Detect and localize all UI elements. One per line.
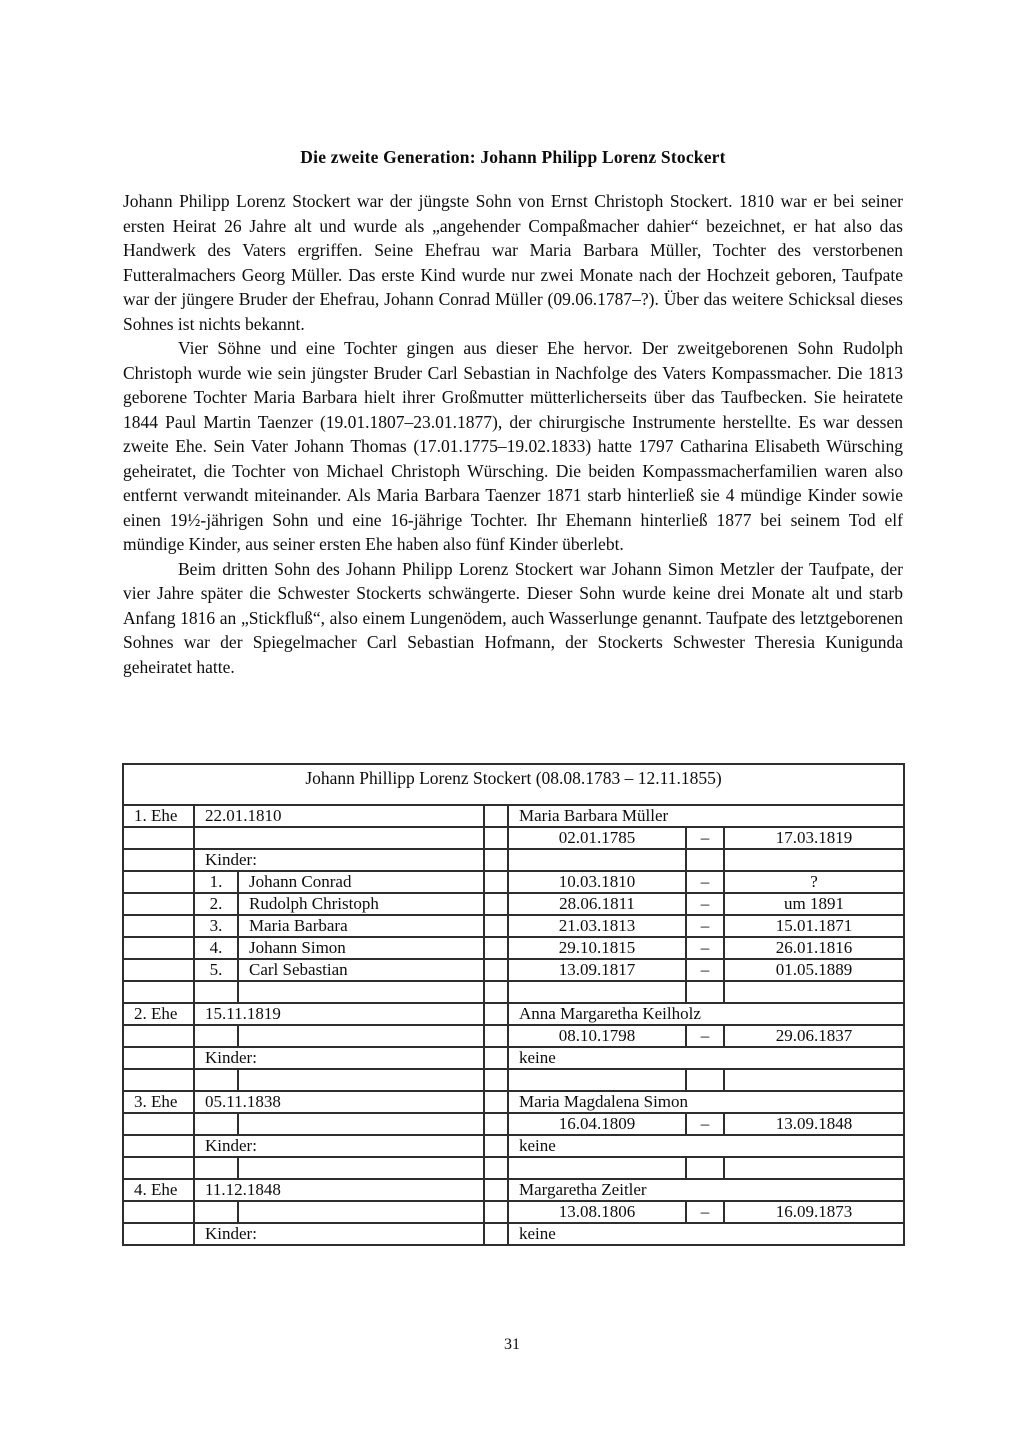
empty-cell <box>194 1201 238 1223</box>
child-death-cell: um 1891 <box>724 893 904 915</box>
child-number-cell: 4. <box>194 937 238 959</box>
child-name-cell: Johann Conrad <box>238 871 484 893</box>
marriage-row <box>123 1091 904 1113</box>
spacer-cell <box>484 1157 508 1179</box>
dash-cell: – <box>686 827 724 849</box>
spouse-birth-cell: 02.01.1785 <box>508 827 686 849</box>
spouse-name-cell: Anna Margaretha Keilholz <box>508 1003 904 1025</box>
empty-cell <box>123 1113 194 1135</box>
spouse-death-cell: 17.03.1819 <box>724 827 904 849</box>
spacer-cell <box>484 915 508 937</box>
child-number-cell: 3. <box>194 915 238 937</box>
empty-cell <box>686 849 724 871</box>
empty-cell <box>686 981 724 1003</box>
dash-cell: – <box>686 915 724 937</box>
empty-cell <box>123 1157 194 1179</box>
body-text <box>123 189 903 679</box>
spacer-cell <box>484 805 508 827</box>
children-note-cell: keine <box>508 1223 904 1245</box>
empty-cell <box>238 1069 484 1091</box>
spacer-cell <box>484 937 508 959</box>
spacer-cell <box>484 1179 508 1201</box>
empty-cell <box>194 981 238 1003</box>
table-title: Johann Phillipp Lorenz Stockert (08.08.1783 – 12.11.1855) <box>123 764 904 805</box>
empty-cell <box>123 849 194 871</box>
dash-cell: – <box>686 1113 724 1135</box>
spouse-name-cell: Maria Magdalena Simon <box>508 1091 904 1113</box>
spacer-cell <box>484 1047 508 1069</box>
empty-cell <box>123 1223 194 1245</box>
dash-cell: – <box>686 871 724 893</box>
child-row <box>123 959 904 981</box>
kinder-header-row <box>123 1135 904 1157</box>
empty-cell <box>123 1069 194 1091</box>
child-name-cell: Carl Sebastian <box>238 959 484 981</box>
dash-cell: – <box>686 1201 724 1223</box>
dash-cell: – <box>686 959 724 981</box>
family-table <box>122 763 905 1246</box>
kinder-label-cell: Kinder: <box>194 1047 484 1069</box>
marriage-label-cell: 2. Ehe <box>123 1003 194 1025</box>
page-number: 31 <box>504 1336 520 1353</box>
spouse-birth-cell: 13.08.1806 <box>508 1201 686 1223</box>
marriage-row <box>123 805 904 827</box>
spacer-cell <box>484 1003 508 1025</box>
marriage-label-cell: 3. Ehe <box>123 1091 194 1113</box>
empty-cell <box>238 1025 484 1047</box>
child-number-cell: 1. <box>194 871 238 893</box>
child-name-cell: Johann Simon <box>238 937 484 959</box>
empty-cell <box>194 1157 238 1179</box>
spouse-death-cell: 29.06.1837 <box>724 1025 904 1047</box>
spouse-death-cell: 16.09.1873 <box>724 1201 904 1223</box>
empty-cell <box>238 1201 484 1223</box>
kinder-header-row <box>123 1223 904 1245</box>
empty-cell <box>194 1025 238 1047</box>
empty-cell <box>194 1113 238 1135</box>
child-death-cell: 01.05.1889 <box>724 959 904 981</box>
dash-cell: – <box>686 937 724 959</box>
spouse-dates-row <box>123 1113 904 1135</box>
spacer-cell <box>484 1223 508 1245</box>
kinder-header-row <box>123 1047 904 1069</box>
marriage-date-cell: 22.01.1810 <box>194 805 484 827</box>
empty-cell <box>194 1069 238 1091</box>
empty-cell <box>508 981 686 1003</box>
empty-cell <box>238 981 484 1003</box>
kinder-header-row <box>123 849 904 871</box>
empty-cell <box>238 1157 484 1179</box>
page-title: Die zweite Generation: Johann Philipp Lorenz Stockert <box>300 147 726 167</box>
dash-cell: – <box>686 1025 724 1047</box>
spacer-cell <box>484 1025 508 1047</box>
child-row <box>123 937 904 959</box>
spacer-cell <box>484 871 508 893</box>
child-death-cell: 26.01.1816 <box>724 937 904 959</box>
spacer-cell <box>484 1201 508 1223</box>
spouse-dates-row <box>123 827 904 849</box>
spouse-birth-cell: 16.04.1809 <box>508 1113 686 1135</box>
empty-cell <box>123 915 194 937</box>
empty-cell <box>123 1025 194 1047</box>
child-birth-cell: 29.10.1815 <box>508 937 686 959</box>
kinder-label-cell: Kinder: <box>194 849 484 871</box>
marriage-date-cell: 11.12.1848 <box>194 1179 484 1201</box>
children-note-cell: keine <box>508 1047 904 1069</box>
marriage-row <box>123 1179 904 1201</box>
blank-row <box>123 981 904 1003</box>
kinder-label-cell: Kinder: <box>194 1135 484 1157</box>
dash-cell: – <box>686 893 724 915</box>
child-name-cell: Maria Barbara <box>238 915 484 937</box>
children-note-cell: keine <box>508 1135 904 1157</box>
table-title-row <box>123 764 904 805</box>
paragraph-1: Johann Philipp Lorenz Stockert war der jüngste Sohn von Ernst Christoph Stockert. 1810 war er bei seiner ersten Heirat 26 Jahre alt und wurde als „angehender Compaßmacher dahier“ bezeichnet, er hat also das Handwerk des Vaters ergriffen. Seine Ehefrau war Maria Barbara Müller, Tochter des verstorbenen Futteralmachers Georg Müller. Das erste Kind wurde nur zwei Monate nach der Hochzeit geboren, Taufpate war der jüngere Bruder der Ehefrau, Johann Conrad Müller (09.06.1787–?). Über das weitere Schicksal dieses Sohnes ist nichts bekannt. <box>123 191 903 334</box>
spacer-cell <box>484 1091 508 1113</box>
spacer-cell <box>484 849 508 871</box>
child-number-cell: 5. <box>194 959 238 981</box>
marriage-label-cell: 4. Ehe <box>123 1179 194 1201</box>
marriage-date-cell: 15.11.1819 <box>194 1003 484 1025</box>
spouse-dates-row <box>123 1025 904 1047</box>
child-birth-cell: 21.03.1813 <box>508 915 686 937</box>
child-number-cell: 2. <box>194 893 238 915</box>
blank-row <box>123 1069 904 1091</box>
spouse-name-cell: Maria Barbara Müller <box>508 805 904 827</box>
empty-cell <box>686 1157 724 1179</box>
child-row <box>123 893 904 915</box>
child-death-cell: 15.01.1871 <box>724 915 904 937</box>
kinder-label-cell: Kinder: <box>194 1223 484 1245</box>
paragraph-3: Beim dritten Sohn des Johann Philipp Lorenz Stockert war Johann Simon Metzler der Taufpate, der vier Jahre später die Schwester Stockerts schwängerte. Dieser Sohn wurde keine drei Monate alt und starb Anfang 1816 an „Stickfluß“, also einem Lungenödem, auch Wasserlunge genannt. Taufpate des letztgeborenen Sohnes war der Spiegelmacher Carl Sebastian Hofmann, der Stockerts Schwester Theresia Kunigunda geheiratet hatte. <box>123 558 903 677</box>
empty-cell <box>123 959 194 981</box>
spouse-name-cell: Margaretha Zeitler <box>508 1179 904 1201</box>
empty-cell <box>123 1135 194 1157</box>
spacer-cell <box>484 1135 508 1157</box>
empty-cell <box>123 981 194 1003</box>
spacer-cell <box>484 893 508 915</box>
empty-cell <box>508 1069 686 1091</box>
spacer-cell <box>484 1069 508 1091</box>
empty-cell <box>686 1069 724 1091</box>
child-birth-cell: 13.09.1817 <box>508 959 686 981</box>
empty-cell <box>123 893 194 915</box>
marriage-date-cell: 05.11.1838 <box>194 1091 484 1113</box>
empty-cell <box>724 849 904 871</box>
marriage-label-cell: 1. Ehe <box>123 805 194 827</box>
empty-cell <box>238 1113 484 1135</box>
paragraph-2: Vier Söhne und eine Tochter gingen aus dieser Ehe hervor. Der zweitgeborenen Sohn Rudolph Christoph wurde wie sein jüngster Bruder Carl Sebastian in Nachfolge des Vaters Kompassmacher. Die 1813 geborene Tochter Maria Barbara hielt ihrer Großmutter mütterlicherseits über das Taufbecken. Sie heiratete 1844 Paul Martin Taenzer (19.01.1807–23.01.1877), der chirurgische Instrumente herstellte. Es war dessen zweite Ehe. Sein Vater Johann Thomas (17.01.1775–19.02.1833) hatte 1797 Catharina Elisabeth Würsching geheiratet, die Tochter von Michael Christoph Würsching. Die beiden Kompassmacherfamilien waren also entfernt verwandt miteinander. Als Maria Barbara Taenzer 1871 starb hinterließ sie 4 mündige Kinder sowie einen 19½-jährigen Sohn und eine 16-jährige Tochter. Ihr Ehemann hinterließ 1877 bei seinem Tod elf mündige Kinder, aus seiner ersten Ehe haben also fünf Kinder überlebt. <box>123 338 903 554</box>
child-birth-cell: 28.06.1811 <box>508 893 686 915</box>
empty-cell <box>508 849 686 871</box>
spouse-birth-cell: 08.10.1798 <box>508 1025 686 1047</box>
empty-cell <box>724 1069 904 1091</box>
spouse-dates-row <box>123 1201 904 1223</box>
empty-cell <box>123 937 194 959</box>
empty-cell <box>123 827 194 849</box>
empty-cell <box>123 1201 194 1223</box>
empty-cell <box>194 827 484 849</box>
child-name-cell: Rudolph Christoph <box>238 893 484 915</box>
empty-cell <box>508 1157 686 1179</box>
empty-cell <box>724 981 904 1003</box>
child-birth-cell: 10.03.1810 <box>508 871 686 893</box>
child-row <box>123 915 904 937</box>
child-row <box>123 871 904 893</box>
spacer-cell <box>484 981 508 1003</box>
empty-cell <box>123 871 194 893</box>
spouse-death-cell: 13.09.1848 <box>724 1113 904 1135</box>
blank-row <box>123 1157 904 1179</box>
spacer-cell <box>484 959 508 981</box>
empty-cell <box>123 1047 194 1069</box>
child-death-cell: ? <box>724 871 904 893</box>
spacer-cell <box>484 1113 508 1135</box>
spacer-cell <box>484 827 508 849</box>
marriage-row <box>123 1003 904 1025</box>
empty-cell <box>724 1157 904 1179</box>
